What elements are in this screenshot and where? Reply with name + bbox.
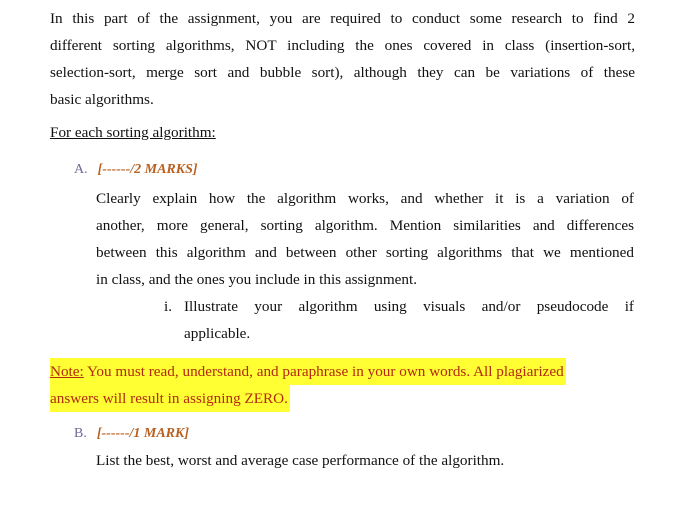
intro-line: selection-sort, merge sort and bubble sort), although they can be variations of these bbox=[50, 64, 635, 81]
note-line-1 bbox=[50, 358, 566, 385]
intro-line: basic algorithms. bbox=[50, 91, 154, 108]
item-a-body bbox=[96, 185, 634, 293]
item-b-label bbox=[74, 426, 189, 442]
item-b-line: List the best, worst and average case performance of the algorithm. bbox=[96, 452, 505, 469]
intro-line: different sorting algorithms, NOT including the ones covered in class (insertion-sort, bbox=[50, 37, 635, 54]
note-label: Note: bbox=[50, 363, 84, 380]
plagiarism-note bbox=[50, 358, 566, 412]
item-a-marks: [------/2 MARKS] bbox=[97, 162, 198, 177]
item-a-line: in class, and the ones you include in this assignment. bbox=[96, 271, 417, 288]
item-a-line: Clearly explain how the algorithm works, and whether it is a variation of bbox=[96, 190, 634, 207]
intro-paragraph bbox=[50, 5, 635, 113]
subitem-text bbox=[184, 293, 634, 347]
item-b-marks: [------/1 MARK] bbox=[96, 426, 189, 441]
note-line-2: answers will result in assigning ZERO. bbox=[50, 385, 290, 412]
section-heading: For each sorting algorithm: bbox=[50, 124, 216, 141]
item-b-body bbox=[96, 447, 634, 474]
note-text-1: You must read, understand, and paraphrase in your own words. All plagiarized bbox=[83, 363, 564, 380]
item-a-line: another, more general, sorting algorithm. Mention similarities and differences bbox=[96, 217, 634, 234]
item-a-line: between this algorithm and between other sorting algorithms that we mentioned bbox=[96, 244, 634, 261]
item-a-label bbox=[74, 162, 198, 178]
item-a-letter: A. bbox=[74, 162, 88, 177]
subitem-number: i. bbox=[164, 298, 173, 315]
item-b-letter: B. bbox=[74, 426, 87, 441]
subitem-line: applicable. bbox=[184, 325, 251, 342]
subitem-line: Illustrate your algorithm using visuals and/or pseudocode if bbox=[184, 298, 634, 315]
intro-line: In this part of the assignment, you are required to conduct some research to find 2 bbox=[50, 10, 635, 27]
